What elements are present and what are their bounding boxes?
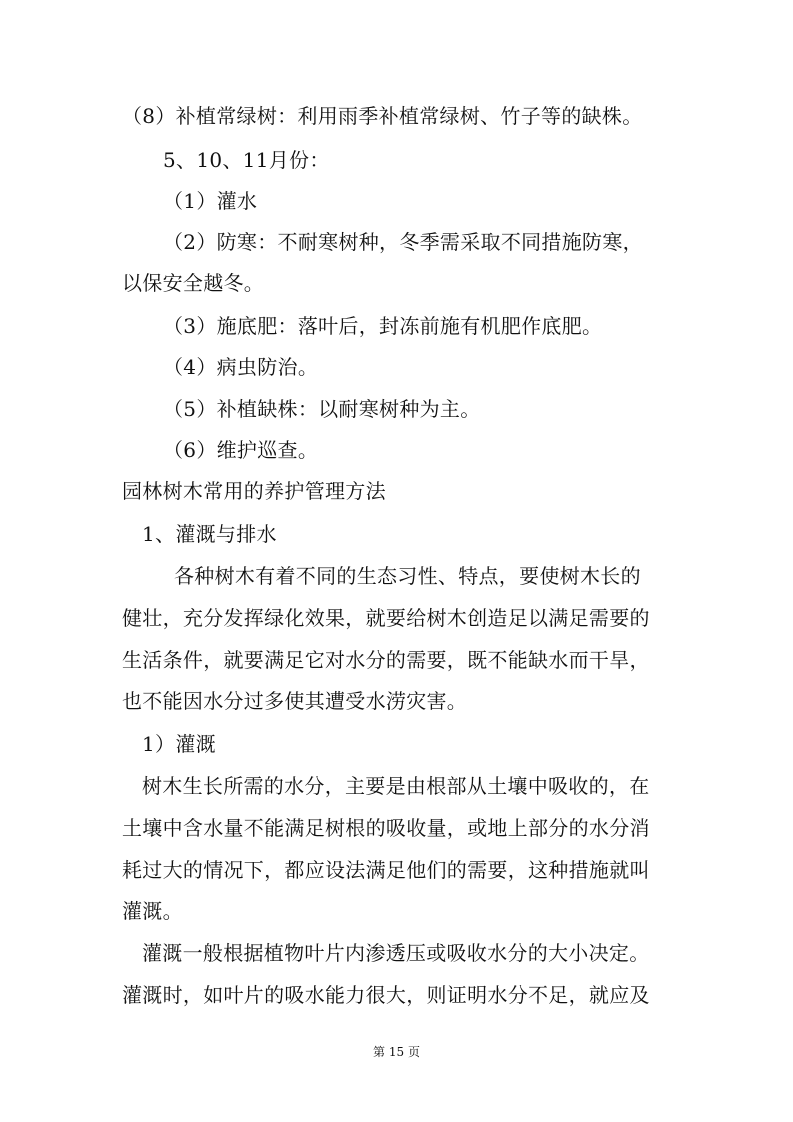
- paragraph-line: 灌溉时，如叶片的吸水能力很大，则证明水分不足，就应及: [122, 983, 650, 1007]
- list-item: （3）施底肥：落叶后，封冻前施有机肥作底肥。: [163, 314, 603, 338]
- paragraph-line: 也不能因水分过多使其遭受水涝灾害。: [122, 689, 468, 713]
- paragraph-line: 各种树木有着不同的生态习性、特点，要使树木长的: [174, 564, 641, 588]
- list-item: （4）病虫防治。: [163, 355, 319, 379]
- paragraph-line: 树木生长所需的水分，主要是由根部从土壤中吸收的，在: [142, 774, 650, 798]
- paragraph-line: 生活条件，就要满足它对水分的需要，既不能缺水而干旱，: [122, 648, 650, 672]
- list-item: （2）防寒：不耐寒树种，冬季需采取不同措施防寒，: [163, 230, 643, 254]
- paragraph-line: 土壤中含水量不能满足树根的吸收量，或地上部分的水分消: [122, 816, 650, 840]
- text-line: 以保安全越冬。: [122, 271, 265, 295]
- paragraph-line: 健壮，充分发挥绿化效果，就要给树木创造足以满足需要的: [122, 606, 650, 630]
- page-number: 第 15 页: [373, 1045, 420, 1059]
- paragraph-line: 耗过大的情况下，都应设法满足他们的需要，这种措施就叫: [122, 858, 650, 882]
- list-item: （1）灌水: [163, 189, 258, 213]
- paragraph-line: 灌溉。: [122, 899, 183, 923]
- subsection-heading: 1）灌溉: [142, 732, 216, 756]
- list-item: （5）补植缺株：以耐寒树种为主。: [163, 397, 481, 421]
- text-line: （8）补植常绿树：利用雨季补植常绿树、竹子等的缺株。: [122, 104, 643, 128]
- subsection-heading: 1、灌溉与排水: [142, 522, 277, 546]
- paragraph-line: 灌溉一般根据植物叶片内渗透压或吸收水分的大小决定。: [142, 941, 650, 965]
- list-item: （6）维护巡查。: [163, 438, 319, 462]
- section-heading: 园林树木常用的养护管理方法: [122, 479, 386, 503]
- section-heading: 5、10、11月份：: [163, 148, 330, 172]
